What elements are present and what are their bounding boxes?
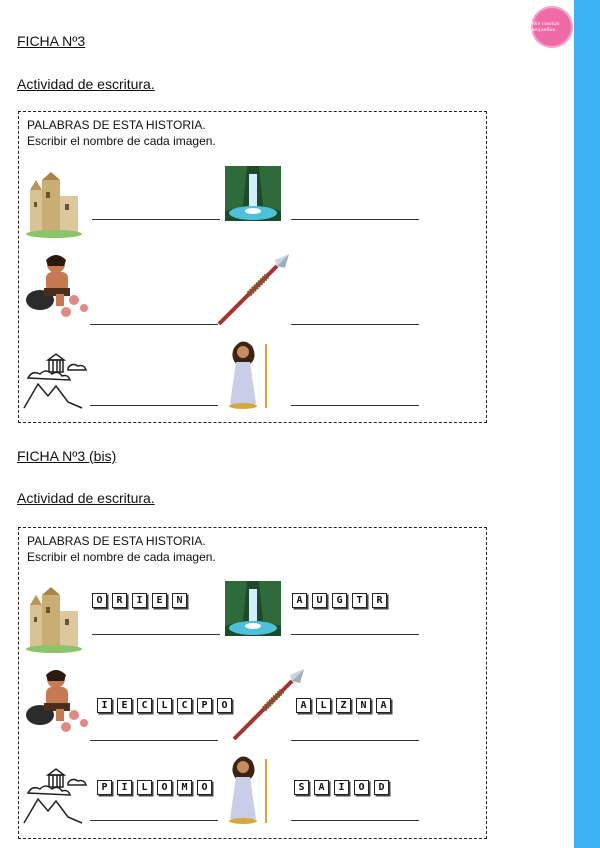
letter-tile: I: [117, 780, 132, 795]
letter-tile: O: [354, 780, 369, 795]
scrambled-word-5: [97, 780, 212, 795]
box-instruction: Escribir el nombre de cada imagen.: [27, 134, 216, 148]
goddess-image: [222, 753, 274, 825]
scrambled-word-2: [292, 593, 387, 608]
letter-tile: P: [197, 698, 212, 713]
writing-line[interactable]: [291, 634, 419, 635]
letter-tile: U: [312, 593, 327, 608]
goddess-image: [222, 338, 274, 410]
box-instruction: Escribir el nombre de cada imagen.: [27, 550, 216, 564]
scrambled-word-1: [92, 593, 187, 608]
letter-tile: I: [132, 593, 147, 608]
letter-tile: Z: [336, 698, 351, 713]
letter-tile: N: [172, 593, 187, 608]
sheet1-activity-title: Actividad de escritura.: [17, 76, 155, 92]
sheet2-activity-title: Actividad de escritura.: [17, 490, 155, 506]
sheet2-heading: FICHA Nº3 (bis): [17, 448, 117, 464]
letter-tile: R: [372, 593, 387, 608]
spear-image: [215, 252, 295, 328]
letter-tile: L: [137, 780, 152, 795]
letter-tile: M: [177, 780, 192, 795]
letter-tile: I: [97, 698, 112, 713]
writing-line[interactable]: [291, 219, 419, 220]
letter-tile: C: [177, 698, 192, 713]
writing-line[interactable]: [291, 820, 419, 821]
letter-tile: P: [97, 780, 112, 795]
waterfall-image: [225, 166, 281, 221]
letter-tile: E: [117, 698, 132, 713]
letter-tile: C: [137, 698, 152, 713]
letter-tile: L: [316, 698, 331, 713]
spear-image: [230, 667, 310, 743]
cyclops-image: [26, 252, 94, 320]
logo: Mis cositas pequeñas: [531, 6, 573, 48]
olympus-image: [22, 765, 88, 825]
letter-tile: O: [197, 780, 212, 795]
letter-tile: D: [374, 780, 389, 795]
letter-tile: A: [292, 593, 307, 608]
sheet1-heading: FICHA Nº3: [17, 33, 86, 49]
writing-line[interactable]: [90, 405, 218, 406]
letter-tile: A: [376, 698, 391, 713]
writing-line[interactable]: [291, 324, 419, 325]
writing-line[interactable]: [291, 405, 419, 406]
scrambled-word-6: [294, 780, 389, 795]
castle-image: [26, 587, 82, 653]
olympus-image: [22, 350, 88, 410]
letter-tile: G: [332, 593, 347, 608]
writing-line[interactable]: [90, 820, 218, 821]
letter-tile: S: [294, 780, 309, 795]
letter-tile: A: [314, 780, 329, 795]
letter-tile: N: [356, 698, 371, 713]
scrambled-word-3: [97, 698, 232, 713]
letter-tile: O: [217, 698, 232, 713]
waterfall-image: [225, 581, 281, 636]
letter-tile: O: [157, 780, 172, 795]
writing-line[interactable]: [92, 219, 220, 220]
scrambled-word-4: [296, 698, 391, 713]
cyclops-image: [26, 667, 94, 735]
letter-tile: O: [92, 593, 107, 608]
letter-tile: A: [296, 698, 311, 713]
writing-line[interactable]: [90, 740, 218, 741]
letter-tile: E: [152, 593, 167, 608]
box-title: PALABRAS DE ESTA HISTORIA.: [27, 118, 206, 132]
letter-tile: L: [157, 698, 172, 713]
writing-line[interactable]: [291, 740, 419, 741]
letter-tile: I: [334, 780, 349, 795]
castle-image: [26, 172, 82, 238]
writing-line[interactable]: [90, 324, 218, 325]
box-title: PALABRAS DE ESTA HISTORIA.: [27, 534, 206, 548]
side-color-band: [574, 0, 600, 848]
writing-line[interactable]: [92, 634, 220, 635]
letter-tile: R: [112, 593, 127, 608]
letter-tile: T: [352, 593, 367, 608]
